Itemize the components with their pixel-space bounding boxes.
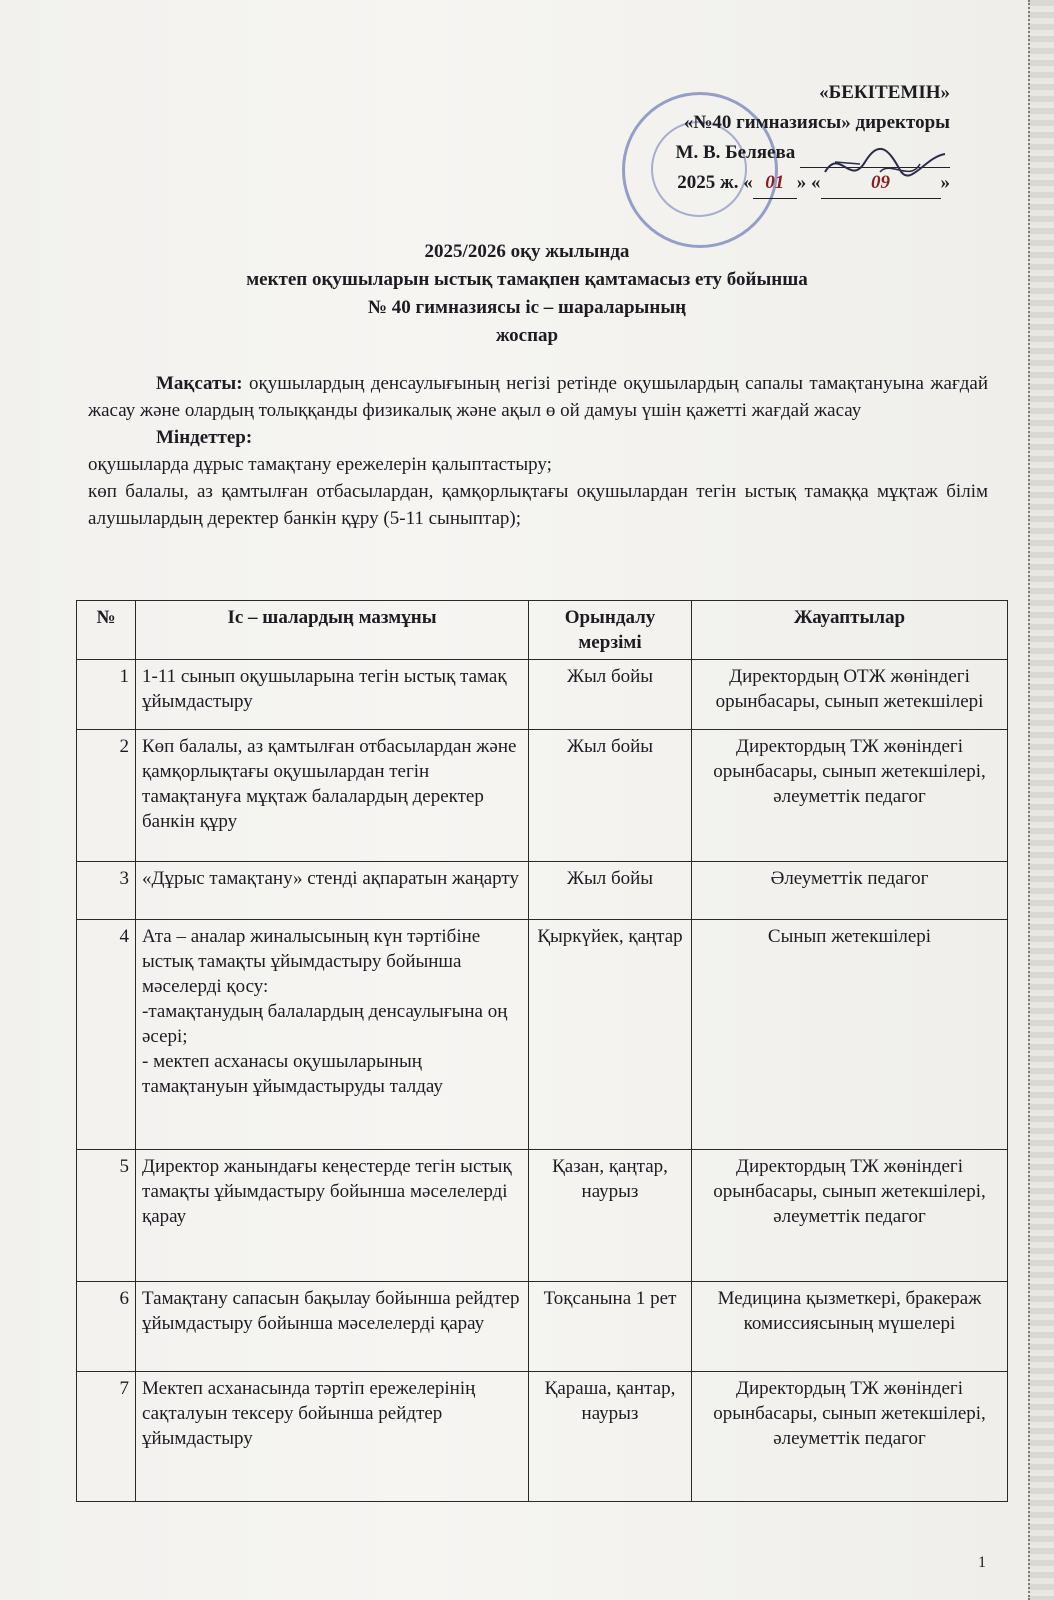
row-term: Жыл бойы [529,862,692,920]
row-responsible: Медицина қызметкері, бракераж комиссиясының мүшелері [692,1282,1008,1372]
table-row [77,1282,1008,1372]
row-activity: «Дұрыс тамақтану» стенді ақпаратын жаңарту [136,862,529,920]
row-number: 2 [77,730,136,862]
row-activity: Көп балалы, аз қамтылған отбасылардан және қамқорлықтағы оқушылардан тегін тамақтануға мұқтаж балалардың деректер банкін құру [136,730,529,862]
row-term: Тоқсанына 1 рет [529,1282,692,1372]
row-responsible: Директордың ОТЖ жөніндегі орынбасары, сынып жетекшілері [692,660,1008,730]
table-row [77,862,1008,920]
row-activity: Мектеп асханасында тәртіп ережелерінің сақталуын тексеру бойынша рейдтер ұйымдастыру [136,1372,529,1502]
task-2: көп балалы, аз қамтылған отбасылардан, қамқорлықтағы оқушылардан тегін ыстық тамаққа мұқтаж білім алушылардың деректер банкін құру (5-11 сыныптар); [88,481,988,529]
table-row [77,1150,1008,1282]
title-line-3: № 40 гимназиясы іс – шараларының [367,297,687,318]
row-term: Жыл бойы [529,730,692,862]
date-suffix: » [940,172,950,193]
row-responsible: Директордың ТЖ жөніндегі орынбасары, сынып жетекшілері, әлеуметтік педагог [692,1150,1008,1282]
row-term: Қыркүйек, қаңтар [529,920,692,1150]
goal-label: Мақсаты: [156,373,243,394]
date-day: 01 [753,168,797,199]
header-activity: Іс – шалардың мазмұны [136,601,529,660]
date-month: 09 [821,168,941,199]
date-mid: » « [796,172,821,193]
goal-paragraph [88,370,988,424]
approval-position: «№40 гимназиясы» директоры [683,112,950,133]
row-activity: Ата – аналар жиналысының күн тәртібіне ыстық тамақты ұйымдастыру бойынша мәселерді қосу: -тамақтанудың балалардың денсаулығына оң әсері; - мектеп асханасы оқушыларының тамақтануын ұйымдастыруды талдау [136,920,529,1150]
row-responsible: Директордың ТЖ жөніндегі орынбасары, сынып жетекшілері, әлеуметтік педагог [692,730,1008,862]
row-number: 6 [77,1282,136,1372]
table-row [77,730,1008,862]
task-1: оқушыларда дұрыс тамақтану ережелерін қалыптастыру; [88,454,552,475]
director-name: М. В. Беляева [675,142,796,163]
handwritten-signature [820,142,950,190]
plan-table [76,600,1008,1502]
row-number: 5 [77,1150,136,1282]
row-number: 4 [77,920,136,1150]
table-row [77,660,1008,730]
header-responsible: Жауаптылар [692,601,1008,660]
document-title [0,238,1054,350]
row-term: Қараша, қантар, наурыз [529,1372,692,1502]
row-responsible: Директордың ТЖ жөніндегі орынбасары, сынып жетекшілері, әлеуметтік педагог [692,1372,1008,1502]
table-row [77,1372,1008,1502]
date-prefix: 2025 ж. « [677,172,753,193]
row-activity: 1-11 сынып оқушыларына тегін ыстық тамақ ұйымдастыру [136,660,529,730]
row-responsible: Әлеуметтік педагог [692,862,1008,920]
page-number: 1 [978,1554,986,1571]
table-row [77,920,1008,1150]
row-term: Қазан, қаңтар, наурыз [529,1150,692,1282]
goal-text: оқушылардың денсаулығының негізі ретінде оқушылардың сапалы тамақтануына жағдай жасау және олардың толыққанды физикалық және ақыл ө ой дамуы үшін қажетті жағдай жасау [88,373,989,421]
header-number: № [77,601,136,660]
tasks-heading-row [88,424,988,451]
goals-section [88,370,988,532]
tasks-label: Міндеттер: [156,427,253,448]
title-line-4: жоспар [495,325,559,346]
row-number: 7 [77,1372,136,1502]
row-term: Жыл бойы [529,660,692,730]
row-number: 3 [77,862,136,920]
row-responsible: Сынып жетекшілері [692,920,1008,1150]
approval-heading: «БЕКІТЕМІН» [819,82,950,103]
title-line-2: мектеп оқушыларын ыстық тамақпен қамтамасыз ету бойынша [246,269,808,290]
title-line-1: 2025/2026 оқу жылында [424,241,630,262]
table-header-row [77,601,1008,660]
page-edge [1028,0,1054,1600]
row-number: 1 [77,660,136,730]
row-activity: Директор жанындағы кеңестерде тегін ыстық тамақты ұйымдастыру бойынша мәселелерді қарау [136,1150,529,1282]
header-term: Орындалу мерзімі [529,601,692,660]
row-activity: Тамақтану сапасын бақылау бойынша рейдтер ұйымдастыру бойынша мәселелерді қарау [136,1282,529,1372]
